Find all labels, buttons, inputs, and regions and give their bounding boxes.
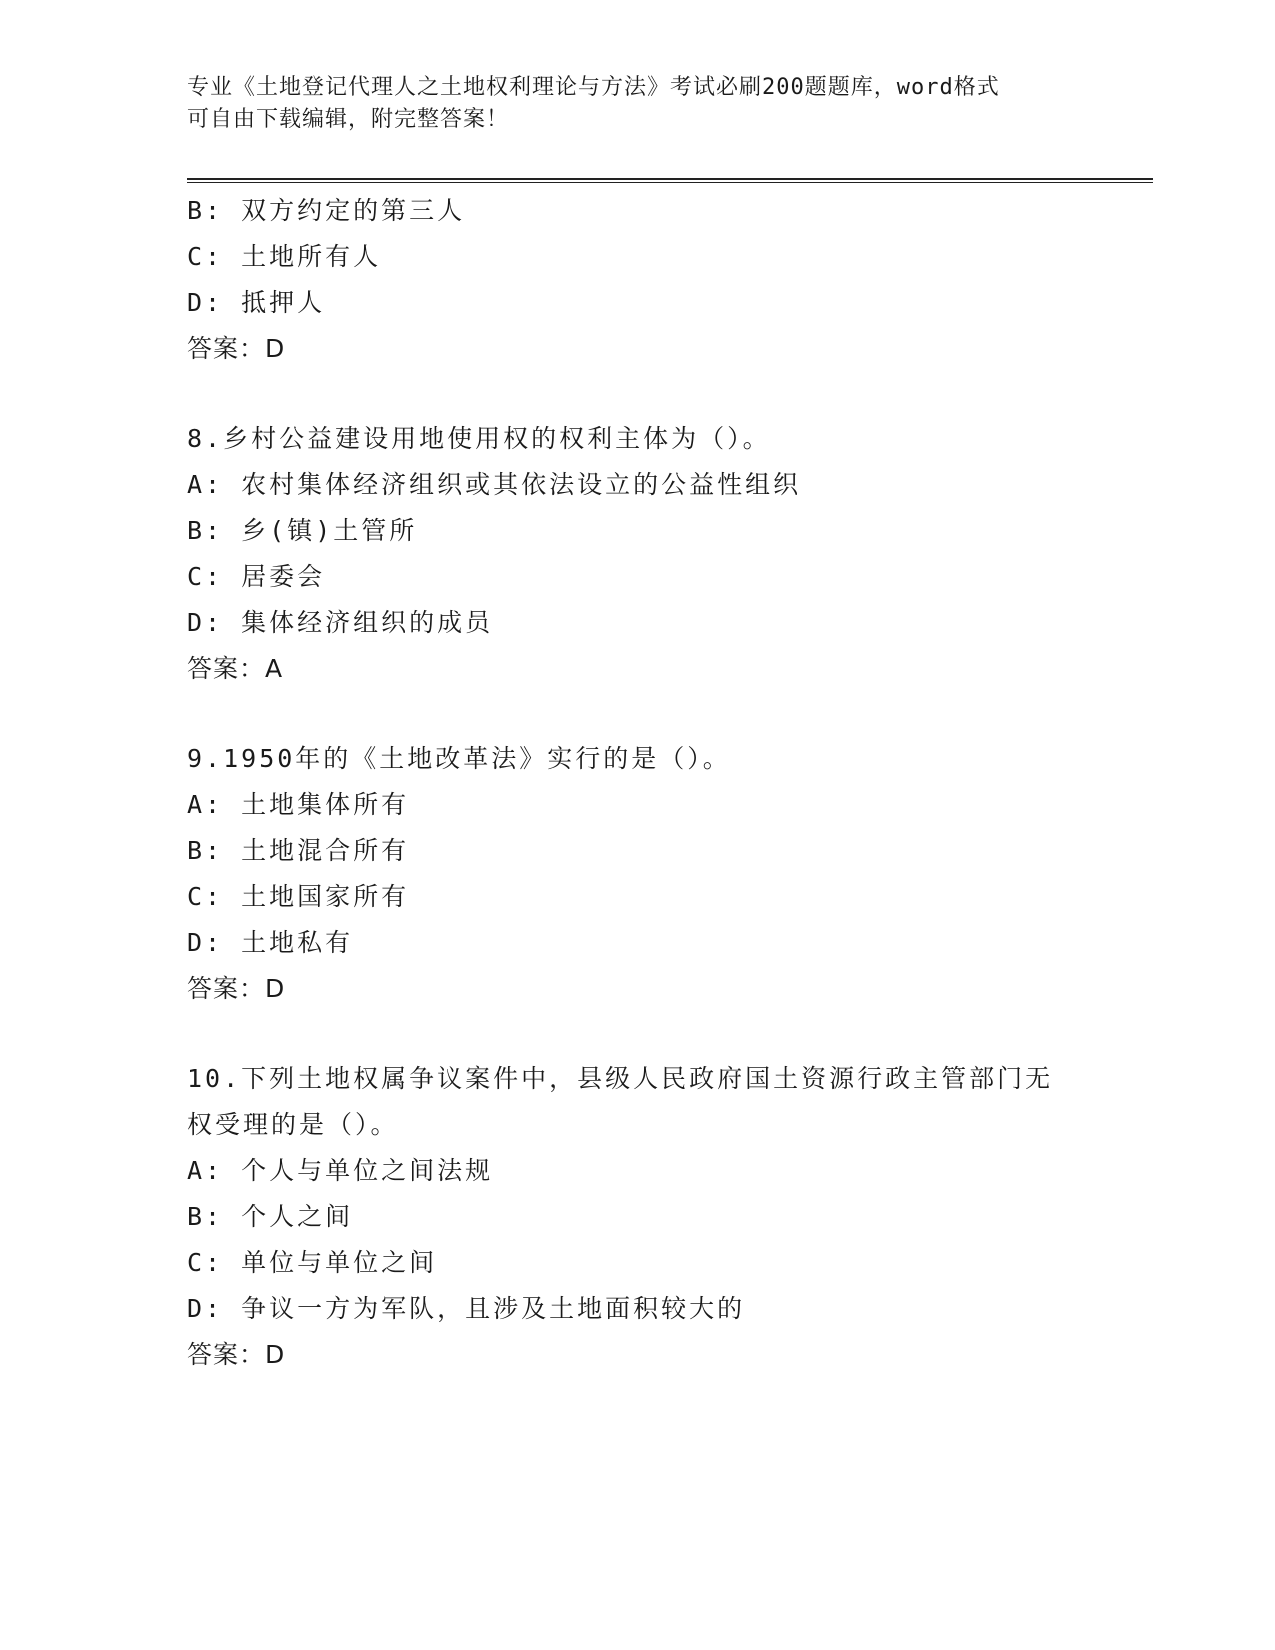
question-10-option-a: A: 个人与单位之间法规 (187, 1156, 494, 1185)
question-8-answer: 答案：A (187, 654, 284, 683)
spacer (187, 372, 1087, 416)
spacer (187, 1012, 1087, 1056)
question-10-block (187, 1056, 1087, 1378)
header-line-1: 专业《土地登记代理人之土地权利理论与方法》考试必刷200题题库，word格式 (187, 75, 1000, 100)
question-9-block (187, 736, 1087, 1012)
question-9-option-b: B: 土地混合所有 (187, 836, 410, 865)
question-9-option-d: D: 土地私有 (187, 928, 354, 957)
question-8-block (187, 416, 1087, 692)
document-header (187, 72, 1067, 136)
question-10-option-c: C: 单位与单位之间 (187, 1248, 438, 1277)
header-divider (187, 178, 1153, 183)
question-9-option-a: A: 土地集体所有 (187, 790, 410, 819)
question-10-option-d: D: 争议一方为军队，且涉及土地面积较大的 (187, 1294, 746, 1323)
question-8-option-a: A: 农村集体经济组织或其依法设立的公益性组织 (187, 470, 802, 499)
question-7-option-c: C: 土地所有人 (187, 242, 382, 271)
question-7-block (187, 188, 1087, 372)
question-8-option-c: C: 居委会 (187, 562, 326, 591)
question-10-answer: 答案：D (187, 1340, 286, 1369)
question-9-stem: 9.1950年的《土地改革法》实行的是（）。 (187, 744, 731, 773)
question-9-option-c: C: 土地国家所有 (187, 882, 410, 911)
question-8-option-b: B: 乡(镇)土管所 (187, 516, 418, 545)
question-10-option-b: B: 个人之间 (187, 1202, 354, 1231)
question-10-stem-line-1: 10.下列土地权属争议案件中，县级人民政府国土资源行政主管部门无 (187, 1064, 1054, 1093)
question-8-stem: 8.乡村公益建设用地使用权的权利主体为（）。 (187, 424, 771, 453)
question-8-option-d: D: 集体经济组织的成员 (187, 608, 494, 637)
spacer (187, 692, 1087, 736)
question-7-option-d: D: 抵押人 (187, 288, 326, 317)
question-7-option-b: B: 双方约定的第三人 (187, 196, 466, 225)
question-10-stem-line-2: 权受理的是（）。 (187, 1110, 399, 1139)
header-line-2: 可自由下载编辑，附完整答案！ (187, 107, 510, 132)
question-9-answer: 答案：D (187, 974, 286, 1003)
question-7-answer: 答案：D (187, 334, 286, 363)
question-content (187, 188, 1087, 1378)
